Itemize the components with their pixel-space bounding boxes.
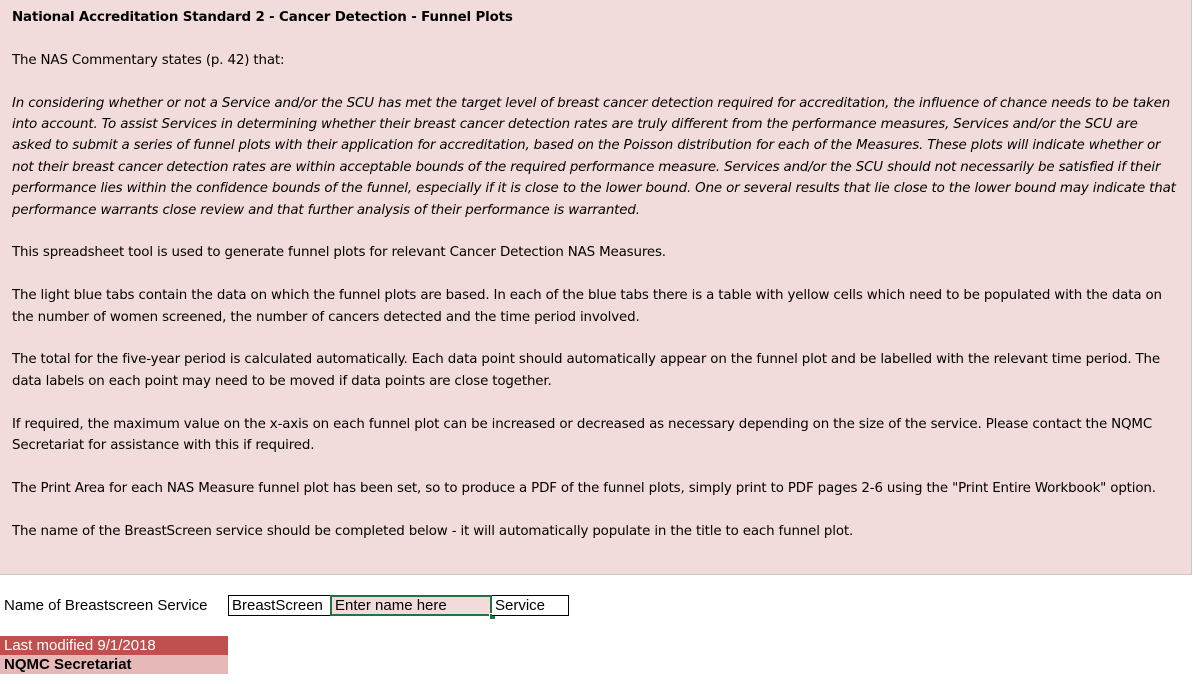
note-title: National Accreditation Standard 2 - Cancer Detection - Funnel Plots — [12, 10, 513, 25]
service-name-input-cell[interactable]: Enter name here — [330, 595, 492, 616]
note-paragraph-name: The name of the BreastScreen service should be completed below - it will automatically populate in the title to each funnel plot. — [12, 523, 854, 539]
note-paragraph-tabs: The light blue tabs contain the data on which the funnel plots are based. In each of the blue tabs there is a table with yellow cells which need to be populated with the data on the number of women screened, the number of cancers detected and the time period involved. — [12, 288, 1162, 325]
service-prefix-cell[interactable]: BreastScreen — [228, 595, 330, 616]
note-paragraph-tool: This spreadsheet tool is used to generate funnel plots for relevant Cancer Detection NAS Measures. — [12, 245, 666, 261]
note-paragraph-total: The total for the five-year period is calculated automatically. Each data point should automatically appear on the funnel plot and be labelled with the relevant time period. The data labels on each point may need to be moved if data points are close together. — [12, 352, 1160, 389]
service-suffix-cell[interactable]: Service — [492, 595, 569, 616]
note-intro: The NAS Commentary states (p. 42) that: — [12, 52, 285, 68]
last-modified-cell[interactable]: Last modified 9/1/2018 — [0, 636, 228, 655]
secretariat-cell[interactable]: NQMC Secretariat — [0, 655, 228, 674]
nas-commentary-quote: In considering whether or not a Service and/or the SCU has met the target level of breast cancer detection required for accreditation, the influence of chance needs to be taken into account. To assist Services in determining whether their breast cancer detection rates are truly different from the performance measures, Services and/or the SCU are asked to submit a series of funnel plots with their application for accreditation, based on the Poisson distribution for each of the Measures. These plots will indicate whether or not their breast cancer detection rates are within acceptable bounds of the required performance measure. Services and/or the SCU should not necessarily be satisfied if their performance lies within the confidence bounds of the funnel, especially if it is close to the lower bound. One or several results that lie close to the lower bound may indicate that performance warrants close review and that further analysis of their performance is warranted. — [12, 95, 1176, 218]
note-paragraph-axis: If required, the maximum value on the x-axis on each funnel plot can be increased or decreased as necessary depending on the size of the service. Please contact the NQMC Secretariat for assistance with this if required. — [12, 416, 1153, 454]
note-paragraph-print: The Print Area for each NAS Measure funnel plot has been set, so to produce a PDF of the funnel plots, simply print to PDF pages 2-6 using the "Print Entire Workbook" option. — [12, 480, 1156, 496]
service-name-label: Name of Breastscreen Service — [4, 597, 208, 614]
